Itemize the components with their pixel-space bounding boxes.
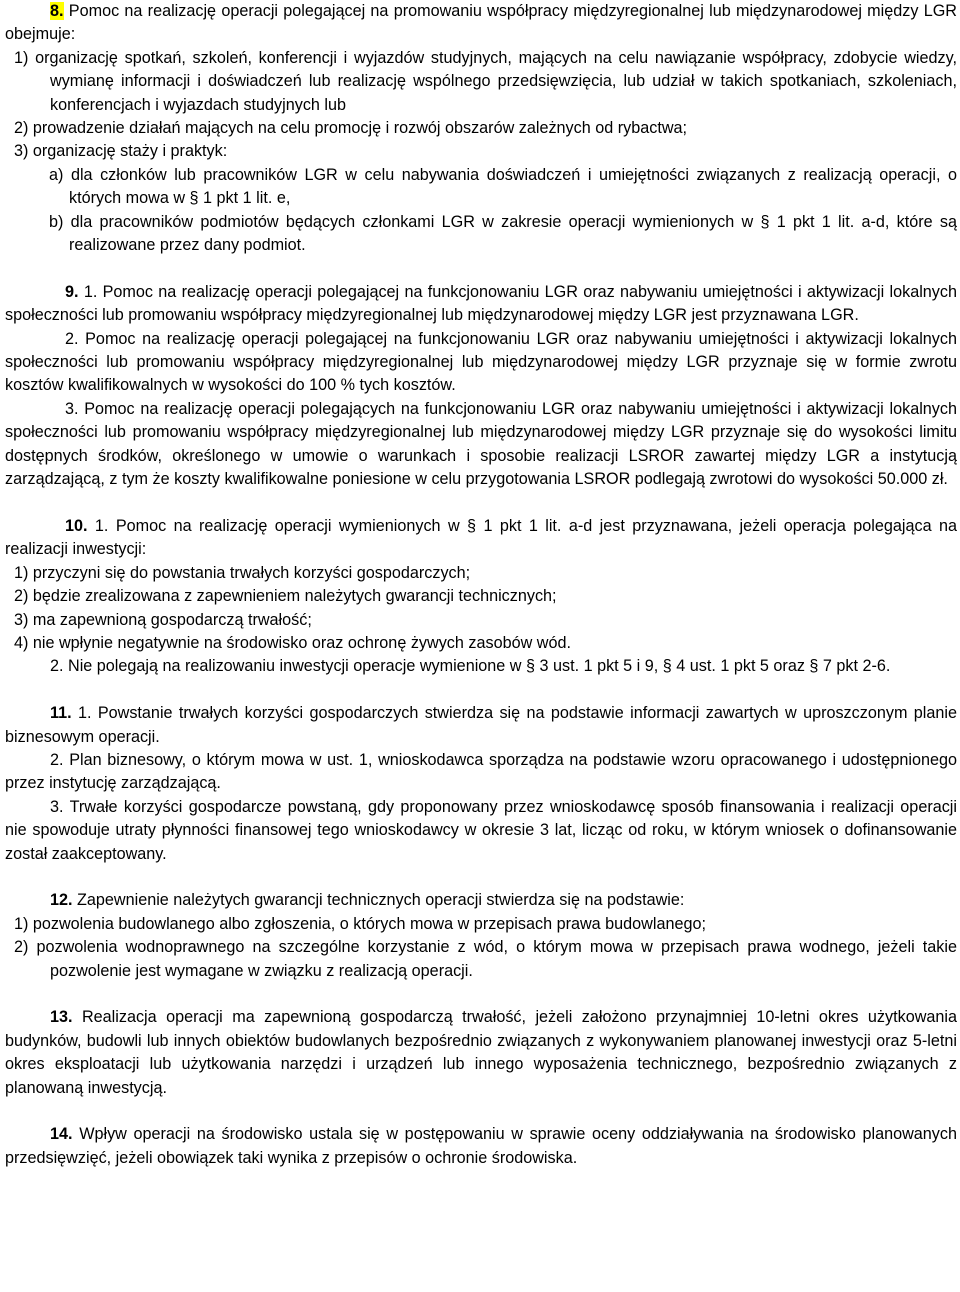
list-item: 4) nie wpłynie negatywnie na środowisko oraz ochronę żywych zasobów wód. <box>14 633 571 652</box>
section-11-para-2: 2. Plan biznesowy, o którym mowa w ust. 1, wnioskodawca sporządza na podstawie wzoru opracowanego i udostępnionego przez instytucję zarządzającą. <box>5 750 957 793</box>
paragraph-text: 1. Pomoc na realizację operacji polegającej na funkcjonowaniu LGR oraz nabywaniu umiejętności i aktywizacji lokalnych społeczności lub promowaniu współpracy międzyregionalnej lub międzynarodowej między LGR jest przyznawana LGR. <box>5 282 957 325</box>
section-number: 13. <box>50 1008 73 1027</box>
list-item: 3) organizację staży i praktyk: <box>14 142 228 161</box>
list-item: 2) będzie zrealizowana z zapewnieniem należytych gwarancji technicznych; <box>14 587 557 606</box>
list-item: 1) przyczyni się do powstania trwałych korzyści gospodarczych; <box>14 563 471 582</box>
list-item: 1) organizację spotkań, szkoleń, konferencji i wyjazdów studyjnych, mających na celu nawiązanie współpracy, zdobycie wiedzy, wymianę informacji i doświadczeń lub realizację wspólnego przedsięwzięcia, lub udział w takich spotkaniach, szkoleniach, konferencjach i wyjazdach studyjnych lub <box>14 48 957 114</box>
list-item: 3) ma zapewnioną gospodarczą trwałość; <box>14 610 312 629</box>
paragraph-text: Zapewnienie należytych gwarancji technicznych operacji stwierdza się na podstawie: <box>77 891 685 910</box>
section-13 <box>5 1006 957 1100</box>
section-9-para-3: 3. Pomoc na realizację operacji polegających na funkcjonowaniu LGR oraz nabywaniu umiejętności i aktywizacji lokalnych społeczności lub promowaniu współpracy międzyregionalnej lub międzynarodowej między LGR przyznaje się do wysokości limitu dostępnych środków, określonego w umowie o warunkach i sposobie realizacji LSROR zawartej między LGR a instytucją zarządzającą, z tym że koszty kwalifikowalne poniesione w celu przygotowania LSROR podlegają zwrotowi do wysokości 50.000 zł. <box>5 399 957 489</box>
list-item: 1) pozwolenia budowlanego albo zgłoszenia, o których mowa w przepisach prawa budowlanego; <box>14 914 706 933</box>
section-number: 14. <box>50 1125 73 1144</box>
section-number: 8. <box>50 2 64 20</box>
paragraph-text: Realizacja operacji ma zapewnioną gospodarczą trwałość, jeżeli założono przynajmniej 10-letni okres użytkowania budynków, budowli lub innych obiektów budowlanych bezpośrednio związanych z wykonywaniem planowanej inwestycji oraz 5-letni okres eksploatacji lub użytkowania narzędzi i urządzeń lub innego wyposażenia technicznego, bezpośrednio związanych z planowaną inwestycją. <box>5 1008 957 1097</box>
section-12-intro <box>5 889 957 912</box>
sub-list-item: a) dla członków lub pracowników LGR w celu nabywania doświadczeń i umiejętności związanych z realizacją operacji, o których mowa w § 1 pkt 1 lit. e, <box>49 165 957 208</box>
document-page <box>5 0 957 1170</box>
section-8-intro <box>5 0 957 47</box>
section-14 <box>5 1123 957 1170</box>
section-11-para-1 <box>5 702 957 749</box>
section-number: 10. <box>65 516 88 535</box>
section-11-para-3: 3. Trwałe korzyści gospodarcze powstaną, gdy proponowany przez wnioskodawcę sposób finansowania i realizacji operacji nie spowoduje utraty płynności finansowej tego wnioskodawcy w okresie 3 lat, licząc od roku, w którym wniosek o dofinansowanie został zaakceptowany. <box>5 797 957 863</box>
list-item: 2) pozwolenia wodnoprawnego na szczególne korzystanie z wód, o którym mowa w przepisach prawa wodnego, jeżeli takie pozwolenie jest wymagane w związku z realizacją operacji. <box>14 938 957 980</box>
paragraph-text: Pomoc na realizację operacji polegającej na promowaniu współpracy międzyregionalnej lub międzynarodowej między LGR obejmuje: <box>5 2 957 44</box>
paragraph-text: Wpływ operacji na środowisko ustala się w postępowaniu w sprawie oceny oddziaływania na środowisko planowanych przedsięwzięć, jeżeli obowiązek taki wynika z przepisów o ochronie środowiska. <box>5 1125 958 1167</box>
section-9-para-2: 2. Pomoc na realizację operacji polegającej na funkcjonowaniu LGR oraz nabywaniu umiejętności i aktywizacji lokalnych społeczności lub promowaniu współpracy międzyregionalnej lub międzynarodowej między LGR przyznaje się w formie zwrotu kosztów kwalifikowalnych w wysokości do 100 % tych kosztów. <box>5 329 957 395</box>
section-number: 9. <box>65 282 79 301</box>
sub-list-item: b) dla pracowników podmiotów będących członkami LGR w zakresie operacji wymienionych w § 1 pkt 1 lit. a-d, które są realizowane przez dany podmiot. <box>49 212 957 255</box>
section-9-para-1 <box>5 281 957 328</box>
section-10-para-2: 2. Nie polegają na realizowaniu inwestycji operacje wymienione w § 3 ust. 1 pkt 5 i 9, § 4 ust. 1 pkt 5 oraz § 7 pkt 2-6. <box>50 657 891 676</box>
section-10-intro <box>5 515 957 562</box>
section-number: 11. <box>50 704 72 723</box>
section-number: 12. <box>50 891 73 910</box>
list-item: 2) prowadzenie działań mających na celu promocję i rozwój obszarów zależnych od rybactwa; <box>14 119 688 138</box>
paragraph-text: 1. Powstanie trwałych korzyści gospodarczych stwierdza się na podstawie informacji zawartych w uproszczonym planie biznesowym operacji. <box>5 704 957 746</box>
paragraph-text: 1. Pomoc na realizację operacji wymienionych w § 1 pkt 1 lit. a-d jest przyznawana, jeżeli operacja polegająca na realizacji inwestycji: <box>5 516 957 559</box>
